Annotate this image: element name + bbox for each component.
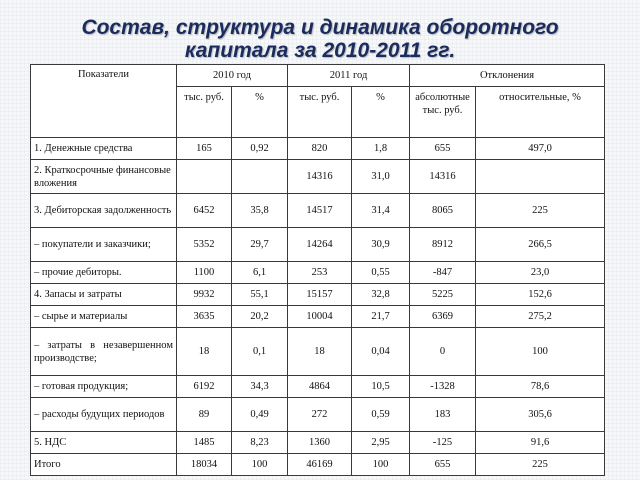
value-2011-cell: 14517 [288,194,352,228]
percent-2010-cell [232,160,288,194]
percent-2011-cell: 21,7 [352,306,410,328]
percent-2010-cell: 20,2 [232,306,288,328]
value-2011-cell: 253 [288,262,352,284]
relative-deviation-cell: 497,0 [476,138,605,160]
absolute-deviation-cell: 5225 [410,284,476,306]
percent-2011-cell: 100 [352,454,410,476]
indicator-name-cell: – прочие дебиторы. [31,262,177,284]
absolute-deviation-cell: -847 [410,262,476,284]
table-row [31,398,605,432]
value-2011-cell: 1360 [288,432,352,454]
percent-2010-cell: 0,92 [232,138,288,160]
table-row [31,376,605,398]
relative-deviation-cell [476,160,605,194]
table-row [31,284,605,306]
percent-2010-cell: 35,8 [232,194,288,228]
absolute-deviation-cell: 0 [410,328,476,376]
header-thousand-rub-2010: тыс. руб. [177,87,232,138]
table-row [31,228,605,262]
value-2011-cell: 46169 [288,454,352,476]
value-2010-cell: 6452 [177,194,232,228]
percent-2010-cell: 100 [232,454,288,476]
indicator-name-cell: – покупатели и заказчики; [31,228,177,262]
percent-2011-cell: 0,55 [352,262,410,284]
value-2010-cell: 9932 [177,284,232,306]
percent-2011-cell: 30,9 [352,228,410,262]
percent-2011-cell: 32,8 [352,284,410,306]
header-row-1 [31,65,605,87]
percent-2010-cell: 8,23 [232,432,288,454]
value-2010-cell: 18 [177,328,232,376]
table-row [31,194,605,228]
percent-2011-cell: 2,95 [352,432,410,454]
relative-deviation-cell: 266,5 [476,228,605,262]
value-2011-cell: 14316 [288,160,352,194]
percent-2011-cell: 0,04 [352,328,410,376]
percent-2010-cell: 6,1 [232,262,288,284]
absolute-deviation-cell: 655 [410,454,476,476]
value-2010-cell [177,160,232,194]
percent-2010-cell: 34,3 [232,376,288,398]
header-deviations: Отклонения [410,65,605,87]
value-2010-cell: 1485 [177,432,232,454]
title-line-1: Состав, структура и динамика оборотного [81,16,559,39]
table-row [31,306,605,328]
absolute-deviation-cell: 8912 [410,228,476,262]
indicator-name-cell: – расходы будущих периодов [31,398,177,432]
value-2010-cell: 6192 [177,376,232,398]
indicator-name-cell: 4. Запасы и затраты [31,284,177,306]
table-row [31,432,605,454]
value-2011-cell: 15157 [288,284,352,306]
value-2010-cell: 165 [177,138,232,160]
percent-2010-cell: 55,1 [232,284,288,306]
header-absolute: абсолютные тыс. руб. [410,87,476,138]
absolute-deviation-cell: 183 [410,398,476,432]
absolute-deviation-cell: 6369 [410,306,476,328]
value-2010-cell: 3635 [177,306,232,328]
relative-deviation-cell: 225 [476,194,605,228]
relative-deviation-cell: 91,6 [476,432,605,454]
value-2010-cell: 18034 [177,454,232,476]
header-year-2010: 2010 год [177,65,288,87]
relative-deviation-cell: 100 [476,328,605,376]
percent-2011-cell: 31,4 [352,194,410,228]
indicator-name-cell: 3. Дебиторская задолженность [31,194,177,228]
relative-deviation-cell: 225 [476,454,605,476]
header-relative: относительные, % [476,87,605,138]
table-row [31,138,605,160]
indicator-name-cell: – сырье и материалы [31,306,177,328]
percent-2010-cell: 29,7 [232,228,288,262]
percent-2010-cell: 0,1 [232,328,288,376]
absolute-deviation-cell: -125 [410,432,476,454]
value-2011-cell: 4864 [288,376,352,398]
percent-2011-cell: 10,5 [352,376,410,398]
value-2010-cell: 5352 [177,228,232,262]
percent-2011-cell: 1,8 [352,138,410,160]
indicator-name-cell: 2. Краткосрочные финансовые вложения [31,160,177,194]
value-2011-cell: 10004 [288,306,352,328]
absolute-deviation-cell: 14316 [410,160,476,194]
header-year-2011: 2011 год [288,65,410,87]
absolute-deviation-cell: -1328 [410,376,476,398]
indicator-name-cell: 1. Денежные средства [31,138,177,160]
value-2010-cell: 89 [177,398,232,432]
relative-deviation-cell: 305,6 [476,398,605,432]
page-title [0,16,640,62]
table-row [31,160,605,194]
percent-2010-cell: 0,49 [232,398,288,432]
header-percent-2011: % [352,87,410,138]
value-2011-cell: 14264 [288,228,352,262]
indicator-name-cell: – затраты в незавершенном производстве; [31,328,177,376]
absolute-deviation-cell: 8065 [410,194,476,228]
header-percent-2010: % [232,87,288,138]
relative-deviation-cell: 152,6 [476,284,605,306]
indicator-name-cell: – готовая продукция; [31,376,177,398]
percent-2011-cell: 31,0 [352,160,410,194]
value-2010-cell: 1100 [177,262,232,284]
table-row [31,262,605,284]
header-indicators: Показатели [31,65,177,138]
indicator-name-cell: Итого [31,454,177,476]
value-2011-cell: 18 [288,328,352,376]
value-2011-cell: 272 [288,398,352,432]
indicator-name-cell: 5. НДС [31,432,177,454]
value-2011-cell: 820 [288,138,352,160]
table-row [31,454,605,476]
relative-deviation-cell: 275,2 [476,306,605,328]
percent-2011-cell: 0,59 [352,398,410,432]
relative-deviation-cell: 23,0 [476,262,605,284]
working-capital-table [30,64,605,476]
table-row [31,328,605,376]
title-line-2: капитала за 2010-2011 гг. [184,39,456,62]
absolute-deviation-cell: 655 [410,138,476,160]
relative-deviation-cell: 78,6 [476,376,605,398]
header-thousand-rub-2011: тыс. руб. [288,87,352,138]
